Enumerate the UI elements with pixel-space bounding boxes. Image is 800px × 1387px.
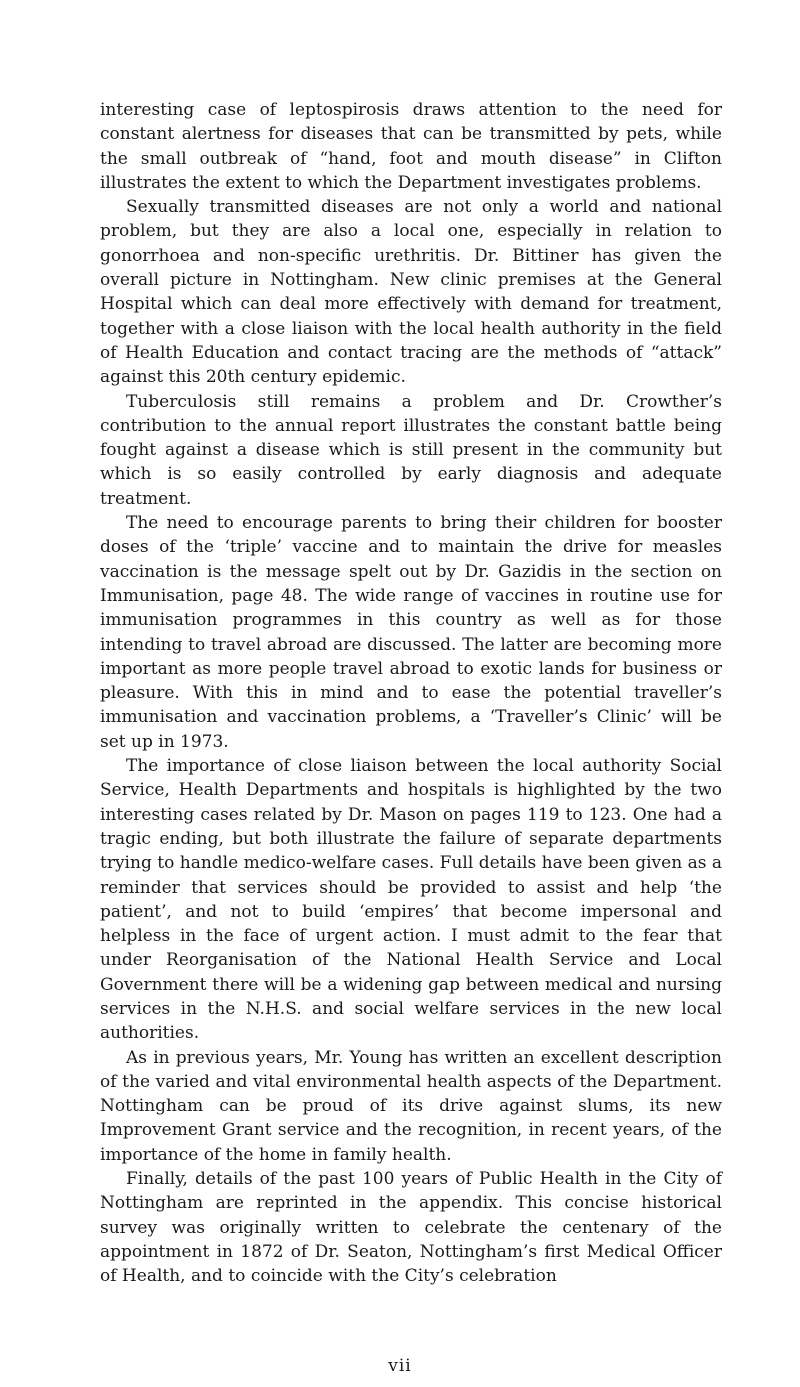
document-body: [100, 98, 722, 1289]
paragraph-leptospirosis: interesting case of leptospirosis draws attention to the need for constant alertness for diseases that can be transmitted by pets, while the small outbreak of “hand, foot and mouth disease” in Clifton illustrates the extent to which the Department investigates problems.: [100, 100, 722, 193]
paragraph-sexually-transmitted-diseases: Sexually transmitted diseases are not only a world and national problem, but they are also a local one, especially in relation to gonorrhoea and non-specific urethritis. Dr. Bittiner has given the overall picture in Nottingham. New clinic premises at the General Hospital which can deal more effectively with demand for treatment, together with a close liaison with the local health authority in the field of Health Education and contact tracing are the methods of “attack” against this 20th century epidemic.: [100, 197, 722, 388]
paragraph-public-health-history: Finally, details of the past 100 years of Public Health in the City of Nottingham are reprinted in the appendix. This concise historical survey was originally written to celebrate the centenary of the appointment in 1872 of Dr. Seaton, Nottingham’s first Medical Officer of Health, and to coincide with the City’s celebration: [100, 1169, 722, 1287]
paragraph-tuberculosis: Tuberculosis still remains a problem and Dr. Crowther’s contribution to the annual report illustrates the constant battle being fought against a disease which is still present in the community but which is so easily controlled by early diagnosis and adequate treatment.: [100, 391, 722, 509]
paragraph-environmental-health: As in previous years, Mr. Young has written an excellent description of the varied and vital environmental health aspects of the Department. Nottingham can be proud of its drive against slums, its new Improvement Grant service and the recognition, in recent years, of the importance of the home in family health.: [100, 1047, 722, 1165]
paragraph-immunisation: The need to encourage parents to bring their children for booster doses of the ‘triple’ vaccine and to maintain the drive for measles vaccination is the message spelt out by Dr. Gazidis in the section on Immunisation, page 48. The wide range of vaccines in routine use for immunisation programmes in this country as well as for those intending to travel abroad are discussed. The latter are becoming more important as more people travel abroad to exotic lands for business or pleasure. With this in mind and to ease the potential traveller’s immunisation and vaccination problems, a ‘Traveller’s Clinic’ will be set up in 1973.: [100, 513, 722, 752]
paragraph-liaison: The importance of close liaison between the local authority Social Service, Health Departments and hospitals is highlighted by the two interesting cases related by Dr. Mason on pages 119 to 123. One had a tragic ending, but both illustrate the failure of separate departments trying to handle medico-welfare cases. Full details have been given as a reminder that services should be provided to assist and help ‘the patient’, and not to build ‘empires’ that become impersonal and helpless in the face of urgent action. I must admit to the fear that under Reorganisation of the National Health Service and Local Government there will be a widening gap between medical and nursing services in the N.H.S. and social welfare services in the new local authorities.: [100, 756, 722, 1044]
page-number: vii: [388, 1356, 412, 1376]
